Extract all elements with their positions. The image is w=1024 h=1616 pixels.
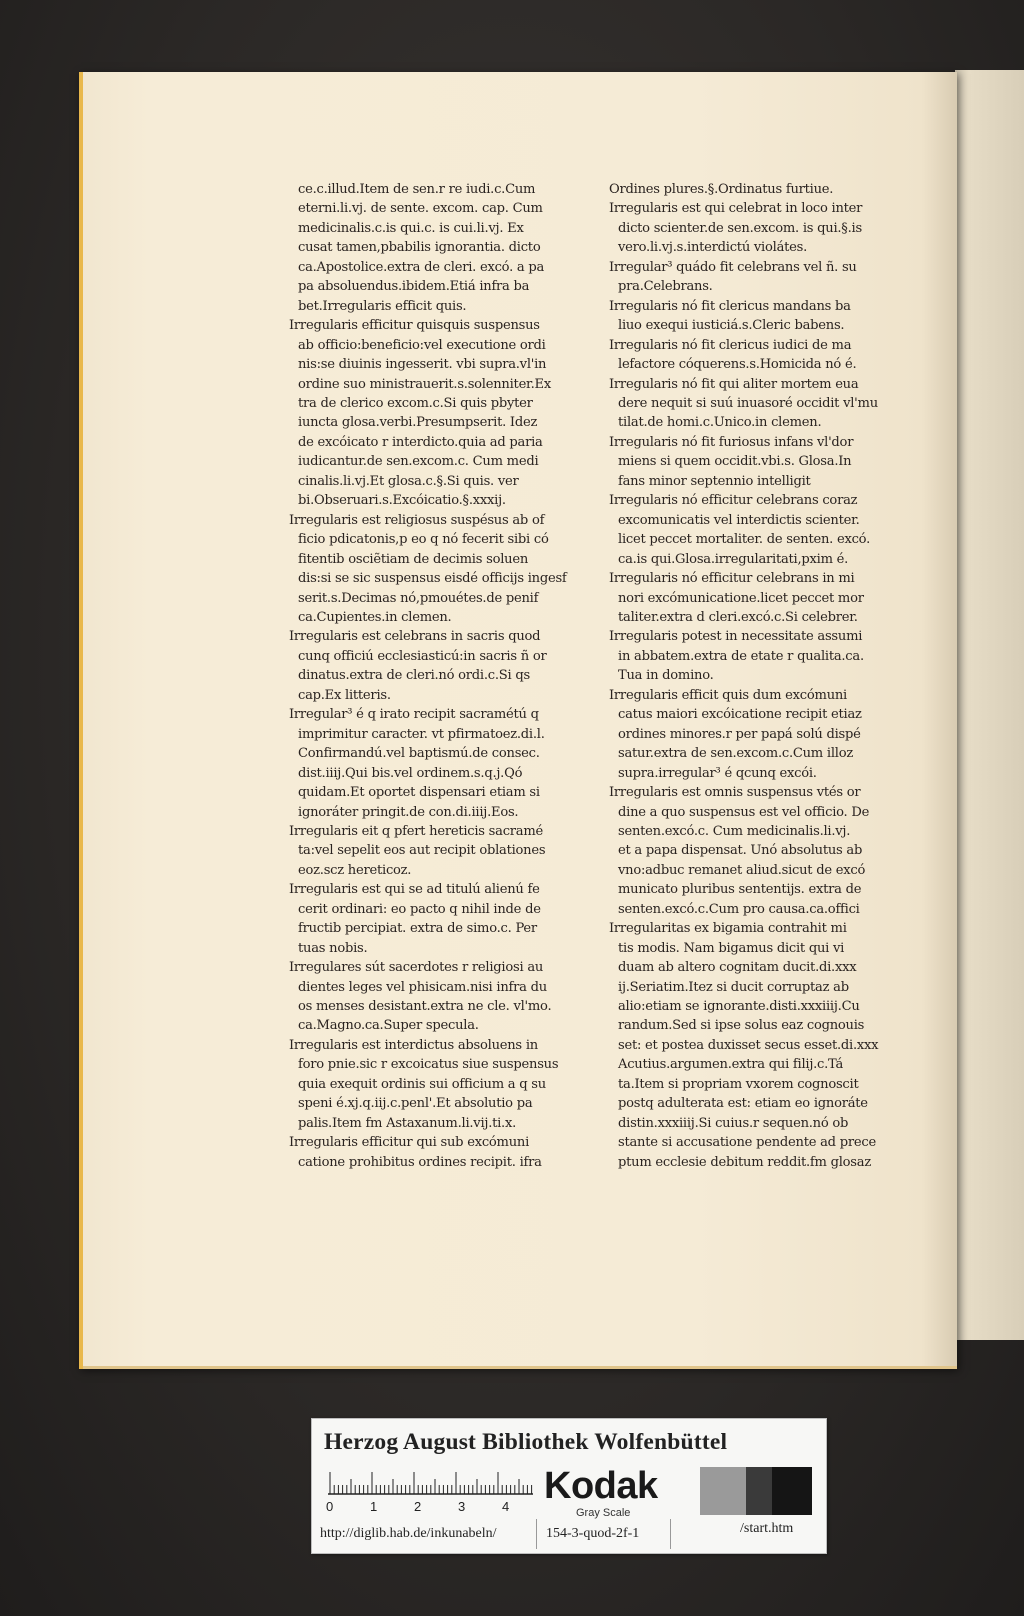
text-line: eoz.scz hereticoz.: [298, 862, 412, 878]
text-line: ordines minores.r per papá solú dispé: [618, 726, 861, 742]
text-line: tis modis. Nam bigamus dicit qui vi: [618, 940, 845, 956]
text-line: distin.xxxiiij.Si cuius.r sequen.nó ob: [618, 1115, 849, 1131]
text-line: excomunicatis vel interdictis scienter.: [618, 512, 860, 528]
text-line: tilat.de homi.c.Unico.in clemen.: [618, 415, 822, 431]
text-line: Irregularis efficit quis dum excómuni: [609, 687, 847, 703]
text-line: miens si quem occidit.vbi.s. Glosa.In: [618, 454, 852, 470]
text-line: iudicantur.de sen.excom.c. Cum medi: [298, 454, 539, 470]
text-line: catione prohibitus ordines recipit. ifra: [298, 1154, 542, 1170]
text-line: alio:etiam se ignorante.disti.xxxiiij.Cu: [618, 999, 860, 1015]
right-text-column: [609, 180, 909, 1172]
text-line: satur.extra de sen.excom.c.Cum illoz: [618, 746, 853, 762]
text-line: Irregularis efficitur qui sub excómuni: [289, 1135, 530, 1151]
url-base: http://diglib.hab.de/inkunabeln/: [320, 1526, 497, 1541]
ruler-number: 4: [502, 1499, 510, 1514]
text-line: supra.irregular³ é qcunq excói.: [618, 765, 817, 781]
text-line: palis.Item fm Astaxanum.li.vij.ti.x.: [298, 1115, 517, 1131]
text-line: bi.Obseruari.s.Excóicatio.§.xxxij.: [298, 493, 506, 509]
text-line: Irregularis eit q pfert hereticis sacramé: [289, 823, 544, 839]
text-line: bet.Irregularis efficit quis.: [298, 298, 467, 314]
text-line: Ordines plures.§.Ordinatus furtiue.: [609, 182, 834, 197]
text-line: serit.s.Decimas nó,pmouétes.de penif: [298, 590, 539, 606]
text-line: quia exequit ordinis sui officium a q su: [298, 1076, 546, 1092]
text-line: ficio pdicatonis,p eo q nó fecerit sibi có: [298, 532, 549, 548]
text-line: Irregularis est celebrans in sacris quod: [289, 629, 541, 645]
text-line: ce.c.illud.Item de sen.r re iudi.c.Cum: [298, 182, 536, 197]
text-line: pra.Celebrans.: [618, 279, 713, 295]
ruler-number: 1: [370, 1499, 378, 1514]
text-line: cusat tamen,pbabilis ignorantia. dicto: [298, 240, 541, 256]
text-line: randum.Sed si ipse solus eaz cognouis: [618, 1018, 865, 1034]
text-line: Irregularis est qui celebrat in loco inter: [609, 201, 863, 217]
text-line: senten.excó.c. Cum medicinalis.li.vj.: [618, 823, 851, 839]
text-line: ignoráter pringit.de con.di.iiij.Eos.: [298, 804, 519, 820]
ruler-number: 3: [458, 1499, 466, 1514]
text-line: Irregularis nó efficitur celebrans coraz: [609, 493, 858, 509]
text-line: os menses desistant.extra ne cle. vl'mo.: [298, 999, 552, 1015]
gray-scale-label: Gray Scale: [576, 1507, 631, 1519]
text-line: Irregularis efficitur quisquis suspensus: [289, 318, 540, 334]
text-line: dist.iiij.Qui bis.vel ordinem.s.q.j.Qó: [298, 765, 523, 781]
text-line: nori excómunicatione.licet peccet mor: [618, 590, 864, 606]
text-line: iuncta glosa.verbi.Presumpserit. Idez: [298, 415, 538, 431]
text-line: dis:si se sic suspensus eisdé officijs ingesf: [298, 571, 567, 587]
text-line: Tua in domino.: [618, 668, 714, 684]
text-line: Confirmandú.vel baptismú.de consec.: [298, 746, 540, 762]
text-line: ta:vel sepelit eos aut recipit oblationes: [298, 843, 546, 859]
text-line: Irregularis est qui se ad titulú alienú fe: [289, 882, 540, 898]
text-line: catus maiori excóicatione recipit etiaz: [618, 707, 862, 723]
text-line: ca.is qui.Glosa.irregularitati,pxim é.: [618, 551, 849, 567]
text-line: Irregularis nó fit furiosus infans vl'dor: [609, 434, 854, 450]
text-line: dine a quo suspensus est vel officio. De: [618, 804, 870, 820]
text-line: ca.Cupientes.in clemen.: [298, 609, 452, 625]
next-leaf-edge: [955, 70, 1024, 1340]
text-line: tra de clerico excom.c.Si quis pbyter: [298, 395, 533, 411]
text-line: ordine suo ministrauerit.s.solenniter.Ex: [298, 376, 551, 392]
ruler-scale: [328, 1471, 538, 1495]
text-line: cerit ordinari: eo pacto q nihil inde de: [298, 901, 541, 917]
divider: [670, 1519, 671, 1549]
text-line: Irregularis est religiosus suspésus ab of: [289, 512, 545, 528]
color-target-card: [311, 1418, 827, 1554]
text-line: pa absoluendus.ibidem.Etiá infra ba: [298, 279, 530, 295]
ruler-number: 2: [414, 1499, 422, 1514]
gray-patch-dark: [772, 1467, 812, 1515]
text-line: senten.excó.c.Cum pro causa.ca.offici: [618, 901, 860, 917]
text-line: Acutius.argumen.extra qui filij.c.Tá: [618, 1057, 844, 1073]
text-line: in abbatem.extra de etate r qualita.ca.: [618, 648, 864, 664]
text-line: stante si accusatione pendente ad prece: [618, 1135, 876, 1151]
text-line: lefactore cóquerens.s.Homicida nó é.: [618, 357, 857, 373]
text-line: dicto scienter.de sen.excom. is qui.§.is: [618, 220, 862, 236]
text-line: Irregularis nó fit clericus mandans ba: [609, 298, 851, 314]
text-line: eterni.li.vj. de sente. excom. cap. Cum: [298, 201, 543, 217]
text-line: de excóicato r interdicto.quia ad paria: [298, 434, 543, 450]
text-line: quidam.Et oportet dispensari etiam si: [298, 785, 540, 801]
text-line: ab officio:beneficio:vel executione ordi: [298, 337, 546, 353]
text-line: speni é.xj.q.iij.c.penl'.Et absolutio pa: [298, 1096, 533, 1112]
text-line: Irregularis nó fit qui aliter mortem eua: [609, 376, 859, 392]
text-line: Irregular³ quádo fit celebrans vel ñ. su: [609, 259, 857, 275]
text-line: tuas nobis.: [298, 940, 368, 956]
text-line: dientes leges vel phisicam.nisi infra du: [298, 979, 547, 995]
text-line: medicinalis.c.is qui.c. is cui.li.vj. Ex: [298, 220, 524, 236]
text-line: fitentib osciẽtiam de decimis soluen: [298, 551, 529, 567]
book-page: [79, 72, 957, 1369]
text-line: ta.Item si propriam vxorem cognoscit: [618, 1076, 859, 1092]
text-line: postq adulterata est: etiam eo ignoráte: [618, 1096, 868, 1112]
text-line: ij.Seriatim.Itez si ducit corruptaz ab: [618, 979, 849, 995]
url-suffix: /start.htm: [740, 1521, 794, 1536]
text-line: Irregularis nó fit clericus iudici de ma: [609, 337, 852, 353]
text-line: set: et postea duxisset secus esset.di.xxx: [618, 1037, 879, 1053]
text-line: ca.Apostolice.extra de cleri. excó. a pa: [298, 259, 545, 275]
shelfmark: 154-3-quod-2f-1: [546, 1526, 640, 1541]
text-line: dinatus.extra de cleri.nó ordi.c.Si qs: [298, 668, 530, 684]
text-line: liuo exequi iusticiá.s.Cleric babens.: [618, 318, 845, 334]
text-line: Irregularis est omnis suspensus vtés or: [609, 785, 861, 801]
text-line: foro pnie.sic r excoicatus siue suspensus: [298, 1057, 559, 1073]
institution-name: Herzog August Bibliothek Wolfenbüttel: [324, 1429, 728, 1455]
left-text-column: [289, 180, 591, 1172]
text-line: et a papa dispensat. Unó absolutus ab: [618, 843, 863, 859]
ruler-number: 0: [326, 1499, 334, 1514]
text-line: Irregularis potest in necessitate assumi: [609, 629, 863, 645]
text-line: cap.Ex litteris.: [298, 687, 391, 703]
text-line: cinalis.li.vj.Et glosa.c.§.Si quis. ver: [298, 473, 519, 489]
text-line: nis:se diuinis ingesserit. vbi supra.vl'in: [298, 357, 547, 373]
text-line: imprimitur caracter. vt pfirmatoez.di.l.: [298, 726, 545, 742]
text-line: Irregular³ é q irato recipit sacramétú q: [289, 707, 539, 723]
kodak-logo: Kodak: [544, 1465, 658, 1507]
text-line: vno:adbuc remanet aliud.sicut de excó: [618, 862, 866, 878]
text-line: licet peccet mortaliter. de senten. excó.: [618, 532, 871, 548]
ruler-numbers: [326, 1499, 526, 1517]
text-line: vero.li.vj.s.interdictú violátes.: [618, 240, 808, 256]
text-line: duam ab altero cognitam ducit.di.xxx: [618, 960, 857, 976]
text-line: taliter.extra d cleri.excó.c.Si celebrer.: [618, 609, 858, 625]
text-line: ptum ecclesie debitum reddit.fm glosaz: [618, 1154, 871, 1170]
text-line: municato pluribus sententijs. extra de: [618, 882, 862, 898]
text-line: Irregularis nó efficitur celebrans in mi: [609, 571, 855, 587]
text-line: ca.Magno.ca.Super specula.: [298, 1018, 479, 1034]
text-line: dere nequit si suú inuasoré occidit vl'mu: [618, 395, 878, 411]
text-line: Irregularitas ex bigamia contrahit mi: [609, 921, 847, 937]
divider: [536, 1519, 537, 1549]
text-line: Irregularis est interdictus absoluens in: [289, 1037, 538, 1053]
text-line: fructib percipiat. extra de simo.c. Per: [298, 921, 537, 937]
text-line: Irregulares sút sacerdotes r religiosi au: [289, 960, 544, 976]
text-line: cunq officiú ecclesiasticú:in sacris ñ or: [298, 648, 547, 664]
gray-patch-light: [700, 1467, 746, 1515]
text-line: fans minor septennio intelligit: [618, 473, 811, 489]
